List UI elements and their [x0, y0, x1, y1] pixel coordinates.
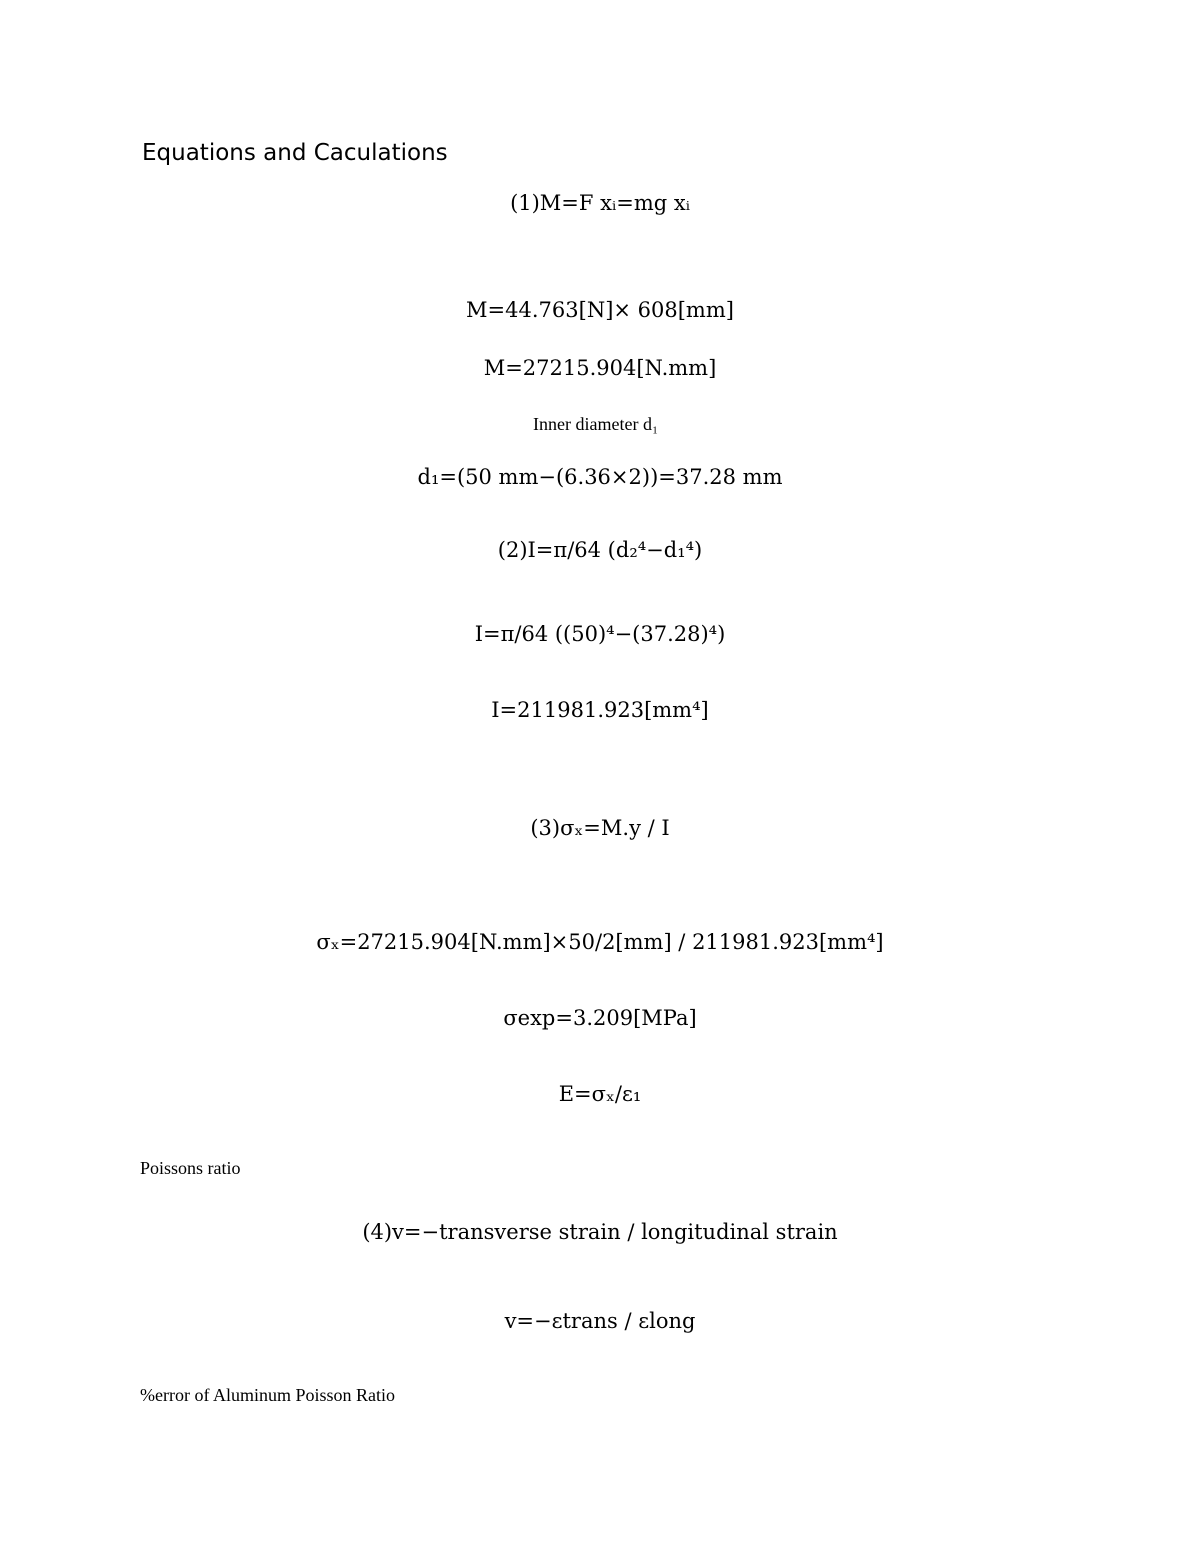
equation-4-calculation: v=−εtrans / εlong: [504, 1309, 696, 1333]
page-heading: Equations and Caculations: [142, 140, 448, 166]
equation-4: (4)v=−transverse strain / longitudinal strain: [362, 1220, 838, 1244]
percent-error-label: %error of Aluminum Poisson Ratio: [140, 1385, 395, 1405]
equation-3: (3)σₓ=M.y / I: [530, 816, 670, 840]
poisson-ratio-label: Poissons ratio: [140, 1158, 241, 1178]
inner-diameter-calculation: d₁=(50 mm−(6.36×2))=37.28 mm: [417, 465, 783, 489]
inner-diameter-label: Inner diameter d₁: [533, 414, 659, 434]
equation-3-calculation: σₓ=27215.904[N.mm]×50/2[mm] / 211981.923[mm⁴]: [316, 930, 884, 954]
equation-1-result: M=27215.904[N.mm]: [483, 356, 717, 380]
modulus-equation: E=σₓ/ε₁: [558, 1082, 642, 1106]
equation-2: (2)I=π/64 (d₂⁴−d₁⁴): [497, 538, 703, 562]
equation-1: (1)M=F xᵢ=mg xᵢ: [510, 191, 690, 215]
equation-3-result: σexp=3.209[MPa]: [503, 1006, 697, 1030]
equation-2-calculation: I=π/64 ((50)⁴−(37.28)⁴): [474, 622, 726, 646]
equation-2-result: I=211981.923[mm⁴]: [491, 698, 709, 722]
equation-1-calculation: M=44.763[N]× 608[mm]: [466, 298, 734, 322]
